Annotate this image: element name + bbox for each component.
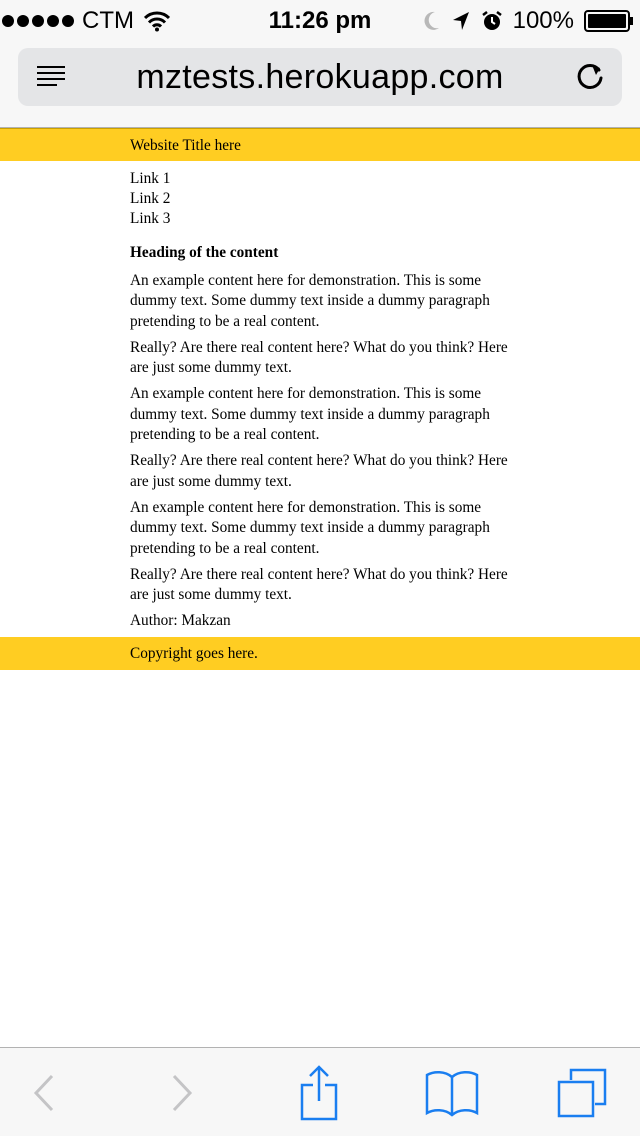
browser-nav-bar [0,40,640,128]
paragraph: Really? Are there real content here? What do you think? Here are just some dummy text. [130,565,508,604]
status-bar [0,0,640,40]
site-footer [0,637,640,670]
chevron-right-icon [170,1073,194,1113]
paragraph: An example content here for demonstration. This is some dummy text. Some dummy text inside a dummy paragraph pretending to be a real content. [130,272,490,330]
location-arrow-icon [451,10,471,32]
status-right [423,6,634,36]
forward-button[interactable] [160,1048,204,1136]
address-bar[interactable] [18,48,622,106]
status-time: 11:26 pm [268,7,372,34]
nav-link-2[interactable]: Link 2 [130,190,171,207]
battery-icon [584,10,634,32]
carrier-name: CTM [82,7,134,34]
back-button[interactable] [22,1048,66,1136]
paragraph: An example content here for demonstration. This is some dummy text. Some dummy text inside a dummy paragraph pretending to be a real content. [130,385,490,444]
paragraph: An example content here for demonstration. This is some dummy text. Some dummy text inside a dummy paragraph pretending to be a real content. [130,498,490,557]
web-page [0,128,640,670]
browser-toolbar [0,1047,640,1136]
moon-icon [423,10,441,32]
paragraph: Really? Are there real content here? What do you think? Here are just some dummy text. [130,452,508,490]
reader-list-icon[interactable] [34,62,68,92]
tabs-button[interactable] [554,1048,610,1136]
author-line: Author: Makzan [130,612,231,630]
book-icon [425,1069,479,1117]
paragraph: Really? Are there real content here? What do you think? Here are just some dummy text. [130,338,508,377]
battery-percentage: 100% [512,7,574,34]
site-nav [130,161,520,229]
bookmarks-button[interactable] [424,1048,480,1136]
share-button[interactable] [294,1048,344,1136]
alarm-icon [481,10,503,32]
nav-link-3[interactable]: Link 3 [130,210,171,227]
nav-link-1[interactable]: Link 1 [130,170,171,187]
site-header [0,128,640,161]
content-heading: Heading of the content [130,244,279,261]
reload-icon[interactable] [574,61,606,93]
chevron-left-icon [32,1073,56,1113]
main-content [0,161,520,632]
copyright-text: Copyright goes here. [130,644,258,662]
share-icon [299,1065,339,1121]
site-title: Website Title here [130,137,241,154]
url-text[interactable]: mztests.herokuapp.com [136,58,504,96]
tabs-icon [557,1068,607,1118]
